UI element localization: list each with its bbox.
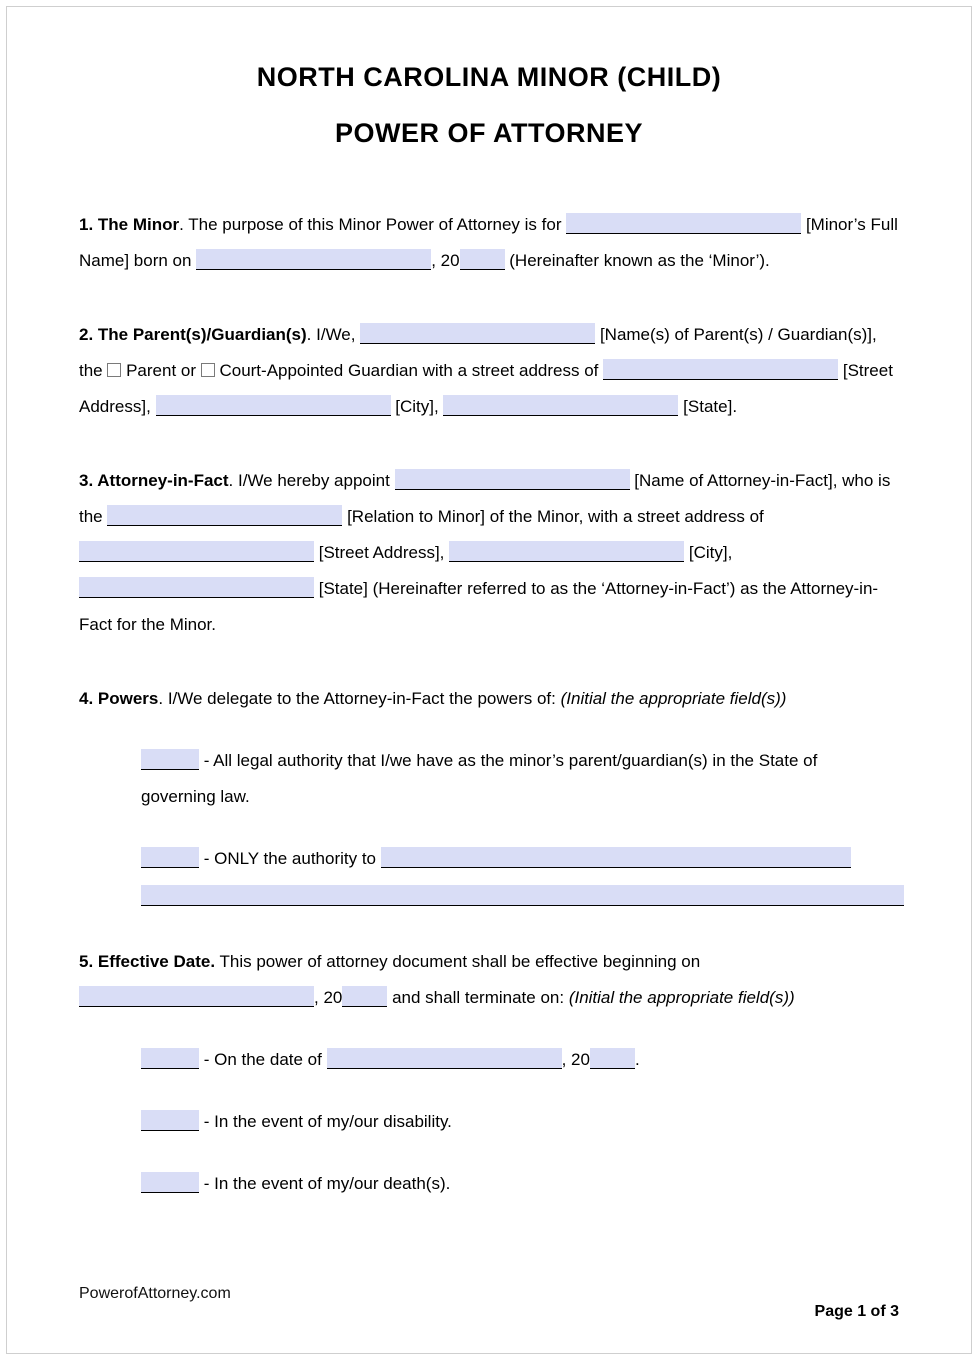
terminate-date-text-c: . [634,1050,640,1069]
parent-city-field[interactable] [156,395,391,416]
attorney-street-address-field[interactable] [79,541,314,562]
effective-date-field[interactable] [79,986,314,1007]
disability-initials-field[interactable] [141,1110,199,1131]
section-2-heading: 2. The Parent(s)/Guardian(s) [79,325,307,344]
section-5-effective-date [79,944,899,1202]
minor-birth-year-field[interactable] [460,249,505,270]
s1-text-1: . The purpose of this Minor Power of Attorney is for [179,215,567,234]
s1-text-3: , 20 [431,251,460,270]
death-text: - In the event of my/our death(s). [199,1174,451,1193]
s2-text-4: Court-Appointed Guardian with a street address of [214,361,604,380]
document-page [6,6,972,1354]
section-1-heading: 1. The Minor [79,215,180,234]
s3-text-1: . I/We hereby appoint [228,471,395,490]
section-5-heading: 5. Effective Date. [79,952,216,971]
powers-only-authority-field-line2[interactable] [141,885,904,906]
parent-guardian-names-field[interactable] [360,323,595,344]
section-4-heading: 4. Powers [79,689,159,708]
s3-text-3: [Relation to Minor] of the Minor, with a street address of [342,507,764,526]
powers-only-authority-field[interactable] [381,847,851,868]
section-3-heading: 3. Attorney-in-Fact [79,471,229,490]
s5-text-3: and shall terminate on: [387,988,569,1007]
powers-only-initials-field[interactable] [141,847,199,868]
s3-text-5: [City], [684,543,733,562]
s1-text-4: (Hereinafter known as the ‘Minor’). [504,251,770,270]
section-1-the-minor [79,207,899,279]
minor-full-name-field[interactable] [566,213,801,234]
section-4-powers [79,681,899,906]
title-line-2: POWER OF ATTORNEY [334,118,643,148]
document-title [79,49,899,161]
terminate-date-text-a: - On the date of [199,1050,327,1069]
s3-text-4: [Street Address], [314,543,450,562]
footer-site-name: PowerofAttorney.com [79,1285,231,1302]
section-4-paragraph [79,681,899,717]
footer-page-number: Page 1 of 3 [814,1303,899,1320]
powers-all-initials-field[interactable] [141,749,199,770]
s5-text-2: , 20 [314,988,343,1007]
effective-year-field[interactable] [342,986,387,1007]
s1-text-2: [Minor’s Full Name] born on [79,215,898,270]
section-1-paragraph [79,207,899,279]
terminate-date-text-b: , 20 [561,1050,590,1069]
s5-initial-instruction: (Initial the appropriate field(s)) [568,988,795,1007]
terminate-option-death [141,1166,883,1202]
title-line-1: NORTH CAROLINA MINOR (CHILD) [256,62,722,92]
minor-birth-date-field[interactable] [196,249,431,270]
s2-text-6: [City], [390,397,444,416]
parent-checkbox[interactable] [107,363,121,377]
disability-text: - In the event of my/our disability. [199,1112,452,1131]
section-3-attorney-in-fact [79,463,899,643]
section-2-parents-guardians [79,317,899,425]
terminate-year-field[interactable] [590,1048,635,1069]
death-initials-field[interactable] [141,1172,199,1193]
s2-text-7: [State]. [678,397,738,416]
document-content [7,7,971,1202]
s5-text-1: This power of attorney document shall be effective beginning on [215,952,701,971]
powers-option-only-authority [141,841,883,906]
attorney-state-field[interactable] [79,577,314,598]
s2-text-2: [Name(s) of Parent(s) / Guardian(s)], the [79,325,877,380]
s2-text-5: [Street Address], [79,361,893,416]
terminate-option-on-date [141,1042,883,1078]
s4-text-1: . I/We delegate to the Attorney-in-Fact the powers of: [158,689,561,708]
attorney-city-field[interactable] [449,541,684,562]
section-2-paragraph [79,317,899,425]
s3-text-6: [State] (Hereinafter referred to as the ‘Attorney-in-Fact’) as the Attorney-in-Fact for the Minor. [79,579,879,634]
section-5-paragraph [79,944,899,1016]
terminate-date-field[interactable] [327,1048,562,1069]
attorney-in-fact-name-field[interactable] [395,469,630,490]
section-3-paragraph [79,463,899,643]
s3-text-2: [Name of Attorney-in-Fact], who is the [79,471,891,526]
parent-street-address-field[interactable] [603,359,838,380]
terminate-option-disability [141,1104,883,1140]
s2-text-3: Parent or [121,361,201,380]
court-appointed-guardian-checkbox[interactable] [201,363,215,377]
s4-initial-instruction: (Initial the appropriate field(s)) [560,689,787,708]
terminate-date-initials-field[interactable] [141,1048,199,1069]
attorney-relation-field[interactable] [107,505,342,526]
parent-state-field[interactable] [443,395,678,416]
s2-text-1: . I/We, [306,325,361,344]
powers-only-text: - ONLY the authority to [199,849,381,868]
powers-all-text: - All legal authority that I/we have as the minor’s parent/guardian(s) in the State of governing law. [141,751,818,806]
powers-option-all-authority [141,743,883,815]
